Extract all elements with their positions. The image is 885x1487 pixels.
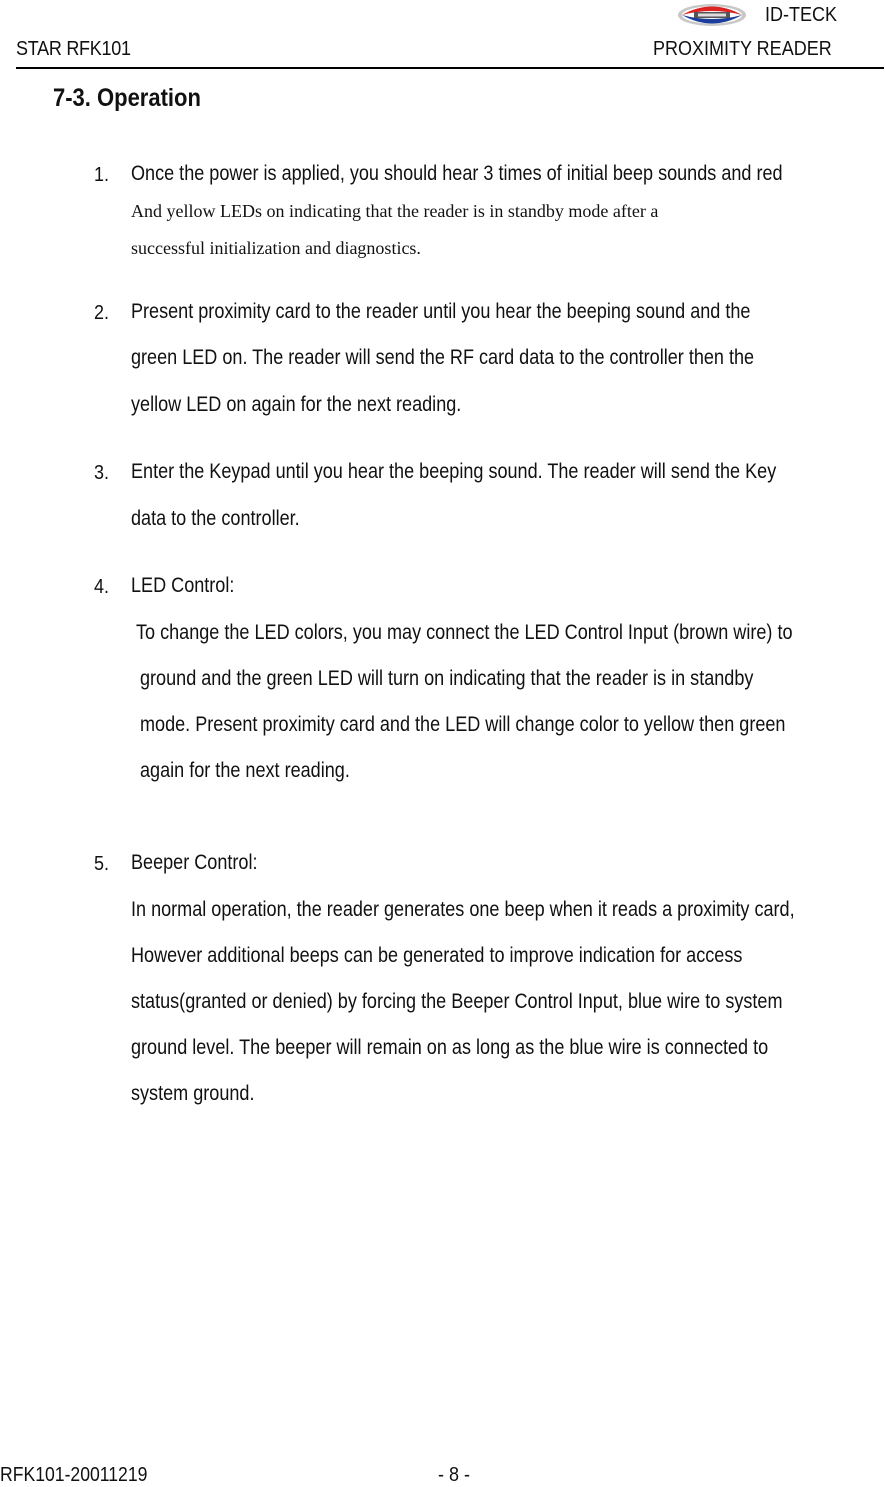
item-number: 1. [94,164,110,186]
id-teck-logo-icon [676,2,748,28]
item-line: status(granted or denied) by forcing the Beeper Control Input, blue wire to system [131,990,783,1013]
header-product: STAR RFK101 [16,38,131,60]
item-line: Present proximity card to the reader until you hear the beeping sound and the [131,300,751,323]
item-line: successful initialization and diagnostics. [131,238,421,258]
item-line: Once the power is applied, you should hear 3 times of initial beep sounds and red [131,162,783,185]
item-number: 3. [94,462,110,484]
item-line: green LED on. The reader will send the RF card data to the controller then the [131,346,755,369]
item-line: To change the LED colors, you may connect the LED Control Input (brown wire) to [136,621,793,644]
item-line: yellow LED on again for the next reading. [131,393,462,416]
item-heading: Beeper Control: [131,851,258,874]
item-line: data to the controller. [131,507,300,530]
item-line: Enter the Keypad until you hear the beeping sound. The reader will send the Key [131,460,777,483]
header-divider [16,67,884,69]
item-number: 2. [94,302,110,324]
item-line: again for the next reading. [140,759,350,782]
item-line: In normal operation, the reader generates one beep when it reads a proximity card, [131,898,795,921]
section-title: 7-3. Operation [53,84,201,112]
header-category: PROXIMITY READER [653,38,832,60]
item-number: 4. [94,576,110,598]
item-line: ground and the green LED will turn on indicating that the reader is in standby [140,667,754,690]
footer-doc-id: RFK101-20011219 [0,1464,148,1486]
item-line: mode. Present proximity card and the LED will change color to yellow then green [140,713,786,736]
item-heading: LED Control: [131,574,235,597]
item-line: However additional beeps can be generated to improve indication for access [131,944,743,967]
page-number: - 8 - [438,1464,471,1486]
item-line: ground level. The beeper will remain on as long as the blue wire is connected to [131,1036,769,1059]
item-line: And yellow LEDs on indicating that the reader is in standby mode after a [131,201,659,221]
item-line: system ground. [131,1082,255,1105]
header-brand: ID-TECK [765,4,837,26]
item-number: 5. [94,853,110,875]
